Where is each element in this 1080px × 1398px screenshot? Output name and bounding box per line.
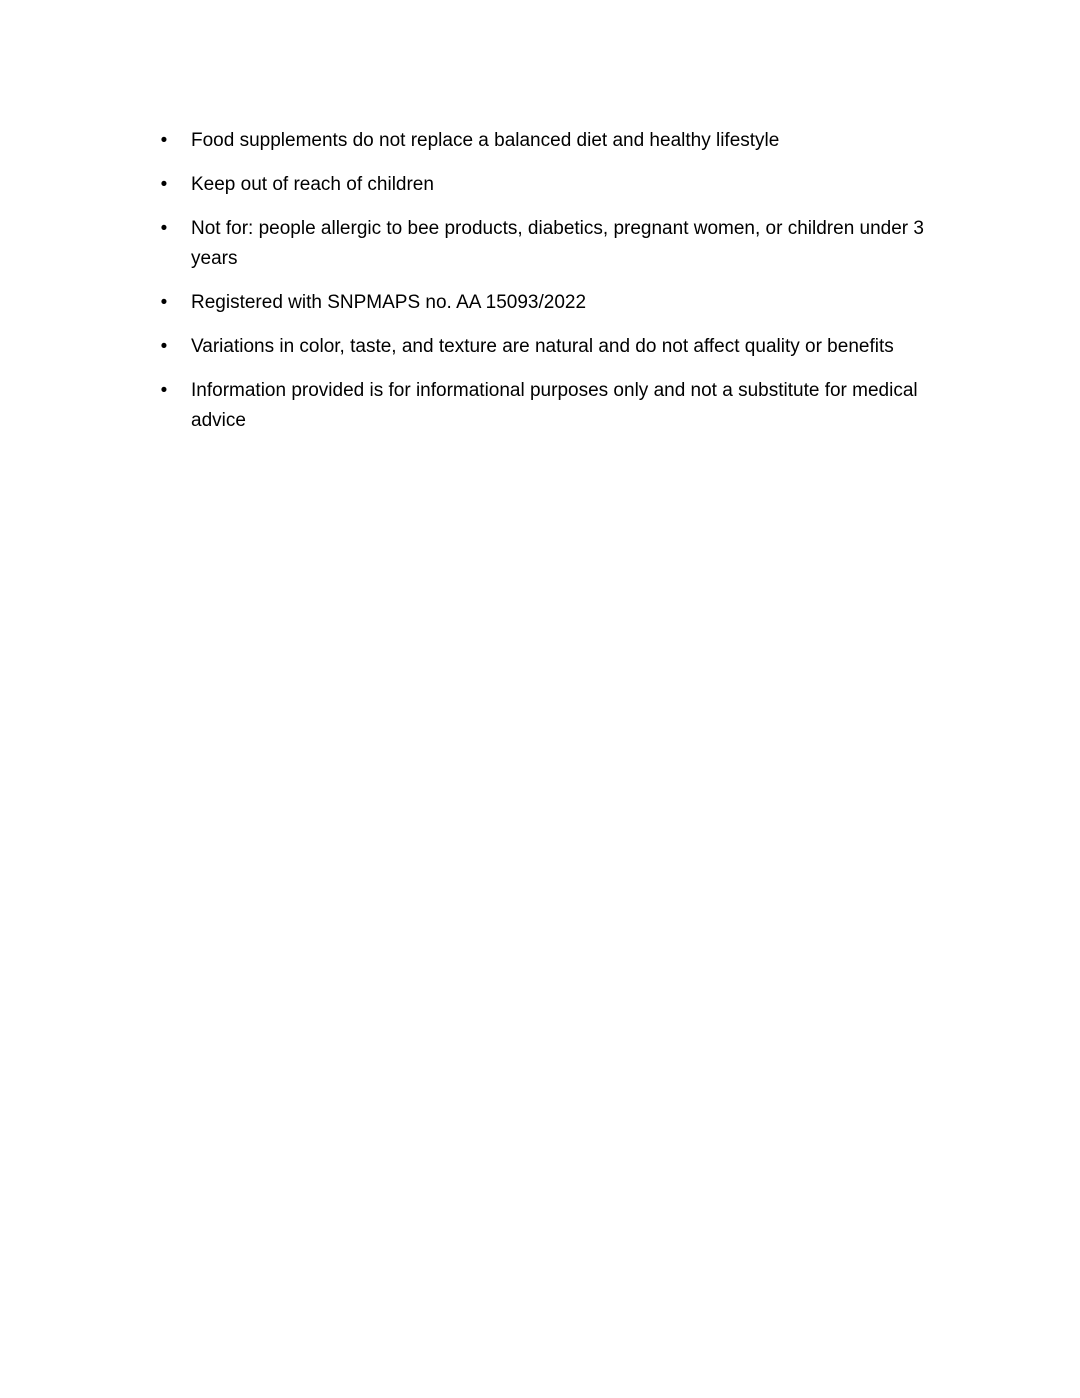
list-item [158,170,958,200]
disclaimer-bullet-list [158,126,958,450]
bullet-icon: • [160,130,168,151]
list-item [158,332,958,362]
list-item [158,126,958,156]
bullet-icon: • [160,380,168,401]
list-item [158,288,958,318]
list-item-text: Information provided is for informational purposes only and not a substitute for medical advice [191,380,918,431]
list-item-text: Variations in color, taste, and texture are natural and do not affect quality or benefits [191,336,894,357]
list-item-text: Not for: people allergic to bee products, diabetics, pregnant women, or children under 3 years [191,218,924,269]
bullet-icon: • [160,292,168,313]
list-item [158,376,958,436]
bullet-icon: • [160,336,168,357]
list-item-text: Keep out of reach of children [191,174,434,195]
bullet-icon: • [160,218,168,239]
bullet-icon: • [160,174,168,195]
list-item [158,214,958,274]
list-item-text: Registered with SNPMAPS no. AA 15093/2022 [191,292,587,313]
list-item-text: Food supplements do not replace a balanced diet and healthy lifestyle [191,130,780,151]
